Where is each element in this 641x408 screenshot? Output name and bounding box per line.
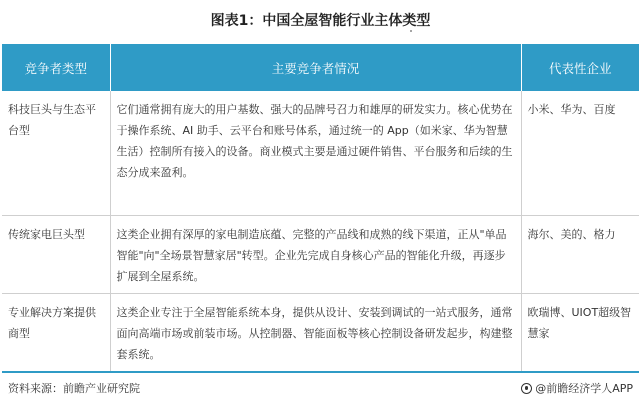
header-competitor-type: 竞争者类型	[2, 44, 110, 91]
cell-description: 这类企业专注于全屋智能系统本身，提供从设计、安装到调试的一站式服务，通常面向高端市场或前装市场。从控制器、智能面板等核心控制设备研发起步，构建整套系统。	[110, 293, 521, 372]
table-header-row	[2, 44, 639, 91]
cell-competitor-type: 专业解决方案提供商型	[2, 293, 110, 372]
cell-companies: 海尔、美的、格力	[521, 215, 639, 293]
competitor-table	[2, 44, 639, 373]
cell-competitor-type: 科技巨头与生态平台型	[2, 91, 110, 215]
header-representative-companies: 代表性企业	[521, 44, 639, 91]
cell-description: 这类企业拥有深厚的家电制造底蕴、完整的产品线和成熟的线下渠道，正从"单品智能"向"全场景智慧家居"转型。企业先完成自身核心产品的智能化升级，再逐步扩展到全屋系统。	[110, 215, 521, 293]
cell-competitor-type: 传统家电巨头型	[2, 215, 110, 293]
brand-credit	[521, 380, 633, 396]
table-row	[2, 215, 639, 293]
header-main-competitor-info: 主要竞争者情况	[110, 44, 521, 91]
brand-text: @前瞻经济学人APP	[535, 382, 633, 395]
table-row	[2, 293, 639, 372]
source-text: 资料来源：前瞻产业研究院	[8, 382, 140, 395]
cell-companies: 小米、华为、百度	[521, 91, 639, 215]
footer	[0, 370, 641, 406]
cell-description: 它们通常拥有庞大的用户基数、强大的品牌号召力和雄厚的研发实力。核心优势在于操作系统、AI 助手、云平台和账号体系，通过统一的 App（如米家、华为智慧生活）控制所有接入的设备。商业模式主要是通过硬件销售、平台服务和后续的生态分成来盈利。	[110, 91, 521, 215]
table-row	[2, 91, 639, 215]
chart-title: 图表1：中国全屋智能行业主体类型	[210, 13, 431, 29]
decorative-dot	[410, 30, 412, 32]
cell-companies: 欧瑞博、UIOT超级智慧家	[521, 293, 639, 372]
brand-logo-icon	[521, 383, 532, 394]
